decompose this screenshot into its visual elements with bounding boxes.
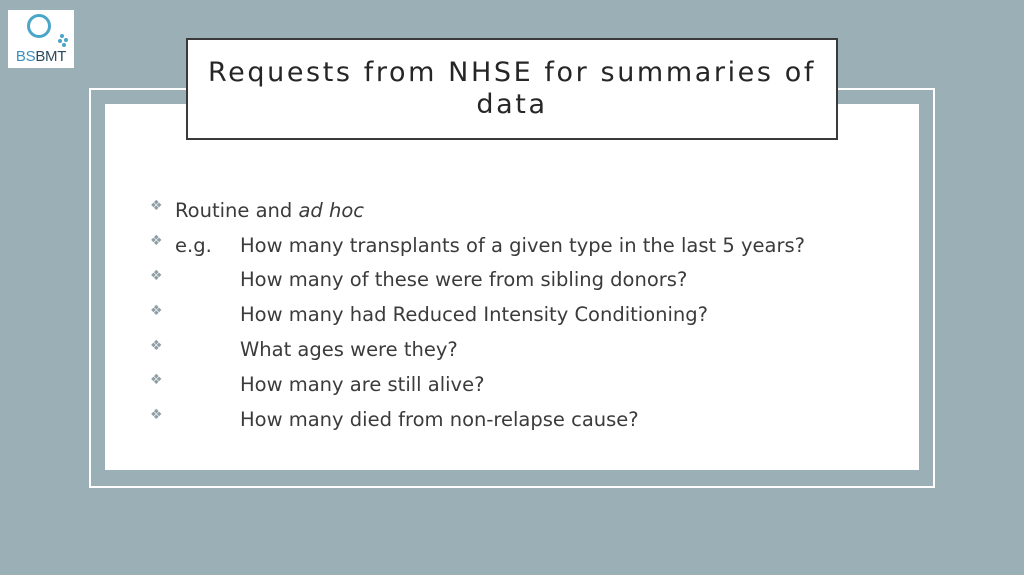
diamond-bullet-icon: ❖ <box>150 407 163 424</box>
bullet-text: Routine and <box>175 198 293 222</box>
logo-text: BSBMT <box>15 48 67 65</box>
bullet-text: How many are still alive? <box>240 372 485 396</box>
diamond-bullet-icon: ❖ <box>150 233 163 250</box>
bullet-list <box>150 193 805 437</box>
logo-ring-icon <box>27 14 51 38</box>
title-box <box>186 38 838 140</box>
diamond-bullet-icon: ❖ <box>150 302 163 319</box>
bullet-text: How many transplants of a given type in the last 5 years? <box>240 233 805 257</box>
bullet-text: What ages were they? <box>240 338 458 362</box>
bullet-item <box>150 263 805 298</box>
slide-title: Requests from NHSE for summaries of data <box>208 57 816 120</box>
bullet-item <box>150 332 805 367</box>
bullet-item <box>150 367 805 402</box>
bullet-item <box>150 297 805 332</box>
bullet-item <box>150 402 805 437</box>
bullet-emphasis: ad hoc <box>298 198 365 222</box>
diamond-bullet-icon: ❖ <box>150 337 163 354</box>
bsbmt-logo <box>8 10 74 68</box>
diamond-bullet-icon: ❖ <box>150 198 163 215</box>
bullet-item <box>150 228 805 263</box>
bullet-text: How many had Reduced Intensity Conditioning? <box>240 303 708 327</box>
logo-dots-icon <box>54 34 68 48</box>
bullet-text: How many died from non-relapse cause? <box>240 407 639 431</box>
bullet-prefix: e.g. <box>175 233 212 257</box>
diamond-bullet-icon: ❖ <box>150 267 163 284</box>
bullet-item <box>150 193 805 228</box>
bullet-text: How many of these were from sibling donors? <box>240 268 688 292</box>
diamond-bullet-icon: ❖ <box>150 372 163 389</box>
